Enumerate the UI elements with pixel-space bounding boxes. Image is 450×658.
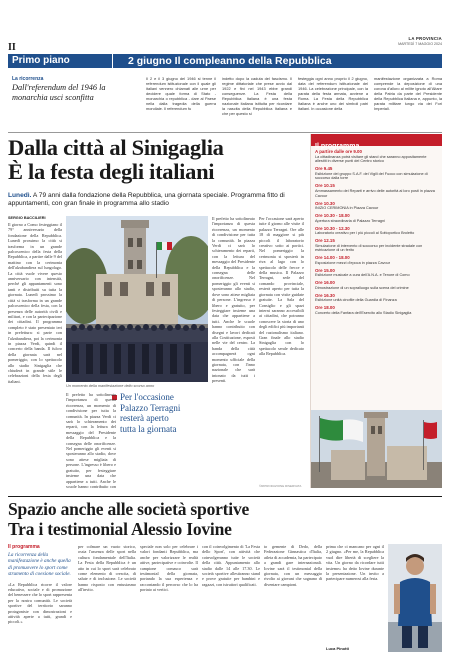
bottom-sidebar xyxy=(8,544,72,652)
programma-item: Ore 9.45 Esibizione del gruppo S.A.F. dei Vigili del Fuoco con simulazione di soccorso dalla torre xyxy=(315,166,428,181)
programma-title: Il programma xyxy=(315,143,360,150)
programma-item: Ore 12.15 Simulazione di intervento di soccorso per incidente stradale con estricazione di un ferito xyxy=(315,238,423,253)
bottom-headline-line1: Spazio anche alle società sportive xyxy=(8,499,250,519)
main-headline-line1: Dalla città al Sinigaglia xyxy=(8,135,224,160)
programma-item: Ore 16.00 Dimostrazione di un sopralluogo sulla scena del crimine xyxy=(315,280,409,290)
main-col-1: Il giorno a Como festeggiano il 79° anniversario della fondazione della Repubblica. Lunedì prossimo la città si trasforma in un grande palcoscenico della festa della Repubblica, a partire dalle 9 del mattino con la cerimonia dell'alzabandiera sul lungolago. La città vuole vivere questo anniversario con intensità, perché gli appuntamenti sono tanti e distribuiti su tutta la giornata. Lunedì prossimo la città si trasforma in un grande palcoscenico della festa, con la presenza delle autorità civili e militari, e con la partecipazione dei cittadini. Il programma completo è stato presentato ieri in prefettura: si parte con l'alzabandiera, poi la cerimonia in piazza Verdi, quindi il concerto della banda. Il fulcro della giornata sarà nel pomeriggio, con lo spettacolo allo stadio Sinigaglia che chiuderà in grande stile le celebrazioni della festa degli italiani. xyxy=(8,222,62,384)
section-label: Primo piano xyxy=(12,55,70,66)
programma-item: Ore 15.00 Esibizione musicale a cura dell'A.N.A. e Tenore di Como xyxy=(315,267,410,278)
masthead: LA PROVINCIA xyxy=(408,36,442,41)
pullquote-line-3: resterà aperto xyxy=(120,413,169,423)
bottom-col-2: per colmare un vuoto storico, ossia l'assenza delle sport nella cultura fondamentale dell'Italia. La Festa della Repubblica è un atto in cui lo sport sarà celebrato come elemento di crescita, di salute e di inclusione. Le società hanno risposto con entusiasmo all'invito. xyxy=(78,544,136,593)
ricorrenza-headline: Dall'referendum del 1946 la monarchia usci sconfitta xyxy=(12,83,106,102)
lead-paragraph xyxy=(8,192,304,208)
main-headline-line2: È la festa degli italiani xyxy=(8,159,215,184)
main-col-4: Per l'occasione sarà aperto tutte il giorno alle visite il palazzo Terragni. Ore alle 18 di maggiore si più piccoli il laboratorio creativo sotto ai portici. Nel pomeriggio la cerimonia si sposterà in riva al lago con lo spettacolo delle frecce e della musica. Il Palazzo Terragni, sede del comando provinciale, resterà aperto per tutta la giornata con visite guidate gratuite. La Sala del Consiglio e gli spazi interni saranno accessibili ai cittadini, che potranno conoscere la storia di uno degli edifici più importanti del razionalismo italiano. Gran finale allo stadio Sinigaglia con lo spettacolo serale dedicato alla Repubblica. xyxy=(259,216,304,357)
programma-item: Ore 18.00 Concerto della Fanfara dell'Esercito allo Stadio Sinigaglia xyxy=(315,305,412,315)
programma-item: Ore 10.30 INIZIO CERIMONIA in Piazza Cavour xyxy=(315,200,379,211)
ricorrenza-col-4: manifestazione organizzata a Roma comprende la deposizione di una corona d'alloro al milite ignoto all'Altare della Patria da parte del Presidente della Repubblica Italiana e, appunto, la parata militare lungo via dei Fori Imperiali. xyxy=(374,76,442,111)
athlete-photo xyxy=(388,544,442,652)
section-divider xyxy=(112,54,113,68)
lead-kicker: Lunedì. xyxy=(8,192,32,199)
bottom-col-3: speciale non solo per celebrare i valori fondanti Repubblica, ma anche per valorizzare le realtà attive, partecipative e coinvolte. Il campione comasco sarà testimonial della giornata, portando la sua esperienza e raccontando il percorso che lo ha portato ai vertici. xyxy=(140,544,198,593)
programma-item: Ore 10.15 Ammassamento dei Reparti e arrivo delle autorità ai loro posti in piazza Cavour xyxy=(315,183,435,198)
bottom-col-5: to gemente di Dedo, della Federazione Ginnastica d'Italia, atleta di accademia, ha partecipato a grandi gare internazionali. Iovine sarà il testimonial della giornata, con un messaggio rivolto ai giovani che sognano di diventare campioni. xyxy=(264,544,322,587)
page-number: II xyxy=(8,42,16,53)
bottom-col-6: prima che ci mancano per ogni il 2 giugno. «Per me, la Repubblica vuol dire libertà di scegliere la vita. Un giorno da ricordare tutti insieme» ha detto Iovine durante la presentazione. Un invito a partecipare numerosi alla festa. xyxy=(326,544,384,582)
main-credit: ©RIPRODUZIONE RISERVATA xyxy=(259,484,302,488)
bottom-sidebar-title: Il programma xyxy=(8,544,40,550)
page-date: MARTEDÌ 7 MAGGIO 2024 xyxy=(398,42,442,46)
bottom-col-4: con il coinvolgimento di 'La Festa dello Sport', con attività che coinvolgeranno tutte le società della città. Appuntamento allo stadio dalle 14 alle 17.30. Le società sportive allestiranno stand e prove gratuite per bambini e ragazzi, con istruttori qualificati. xyxy=(202,544,260,587)
ricorrenza-col-1: Il 2 e il 3 giugno del 1946 si tenne il referendum istituzionale con il quale gli italiani vennero chiamati alle urne per decidere quale forma di Stato - monarchia o repubblica - dare al Paese nella dalla tragedia della guerra mondiale. Il referendum fu xyxy=(146,76,216,111)
programma-list xyxy=(311,146,442,408)
photo-caption: Un momento della manifestazione dello scorso anno xyxy=(66,384,155,388)
pullquote xyxy=(120,392,206,434)
programma-header xyxy=(311,134,442,150)
programma-item: Ore 16.30 Esibizione unità cinofile della Guardia di Finanza xyxy=(315,292,397,303)
programma-box xyxy=(310,134,442,488)
athlete-photo-illustration xyxy=(388,544,442,652)
ricorrenza-col-2: indetto dopo la caduta del fascismo. Il regime dittatoriale che prese avvio dal 1922 e finì nel 1943 ebbe grandi conseguenze. La Festa della Repubblica Italiana è una festa nazionale italiana istituita per ricordare la nascita della Repubblica Italiana e che per questo si xyxy=(222,76,292,116)
programma-item: A partire dalle ore 9.00 La cittadinanza potrà visitare gli stand che saranno appositamente allestiti in diverse punti del Centro storico xyxy=(315,149,427,164)
bottom-rule xyxy=(8,496,442,497)
programma-item: Ore 10.30 - 12.30 Laboratorio creativo per i più piccoli al Sottoportico Broletto xyxy=(315,225,415,236)
programma-item: Ore 14.00 - 18.00 Esposizione mezzi d'epoca in piazza Cavour xyxy=(315,255,391,265)
ricorrenza-col-3: festeggia ogni anno proprio il 2 giugno, data del referendum istituzionale del 1946. La celebrazione principale, con la parata della festa armata, avviene a Roma. La Festa della Repubblica Italiana è anche uno dei simboli patri italiani. In occasione della xyxy=(298,76,368,111)
main-col-3: Il prefetto ha sottolineato l'importanza di questa ricorrenza, un momento di condivisione per tutta la comunità. In piazza Verdi ci sarà lo schieramento dei reparti, con la lettura del messaggio del Presidente della Repubblica e la consegna delle onorificenze. Nel pomeriggio gli eventi si sposteranno allo stadio, dove sono attese migliaia di persone. L'ingresso è libero e gratuito, per festeggiare insieme una data che appartiene a tutti. Anche le scuole hanno contribuito con disegni e lavori dedicati alla Costituzione, esposti nelle vie del centro. La banda della città accompagnerà ogni momento ufficiale della giornata, con l'inno nazionale che sarà intonato da tutti i presenti. xyxy=(212,216,255,384)
bottom-sidebar-text: La ricorrenza della manifestazione è anche quella di promuovere lo sport come strumento di coesione sociale. xyxy=(8,552,71,578)
pullquote-line-2: Palazzo Terragni xyxy=(120,402,181,413)
ceremony-photo xyxy=(66,216,208,382)
bottom-col-1: «La Repubblica ricorre il valore educativo, sociale e di promozione del benessere che lo sport rappresenta per la nostra comunità. Le società sportive del territorio saranno protagoniste con dimostrazioni e attività aperte a tutti, grandi e piccoli.» xyxy=(8,581,72,625)
ceremony-photo-illustration xyxy=(66,216,208,382)
pullquote-line-1: Per l'occasione xyxy=(120,392,174,402)
bottom-headline-line2: Tra i testimonial Alessio Iovine xyxy=(8,519,232,539)
section-banner: 2 giugno Il compleanno della Repubblica xyxy=(128,55,332,67)
programma-item: Ore 10.30 - 18.00 Apertura straordinaria di Palazzo Terragni xyxy=(315,213,385,223)
bottom-signature: Luca Pinotti xyxy=(326,646,349,651)
pullquote-line-4: tutta la giornata xyxy=(120,423,177,434)
lead-text: A 79 anni dalla fondazione della Repubblica, una giornata speciale. Programma fitto di appuntamenti, con gran finale in programma allo stadio xyxy=(8,192,285,208)
tower-photo xyxy=(311,410,442,488)
byline: SERGIO BACCILIERI xyxy=(8,216,46,220)
main-col-2-lower: Il prefetto ha sottolineato l'importanza di questa ricorrenza, un momento di condivisione per tutta la comunità. In piazza Verdi ci sarà lo schieramento dei reparti, con la lettura del messaggio del Presidente della Repubblica e la consegna delle onorificenze. Nel pomeriggio gli eventi si sposteranno allo stadio, dove sono attese migliaia di persone. L'ingresso è libero e gratuito, per festeggiare insieme una data che appartiene a tutti. Anche le scuole hanno contribuito con xyxy=(66,392,116,488)
ricorrenza-rule xyxy=(8,132,442,133)
tower-photo-illustration xyxy=(311,410,442,488)
ricorrenza-kicker: La ricorrenza xyxy=(12,76,44,82)
